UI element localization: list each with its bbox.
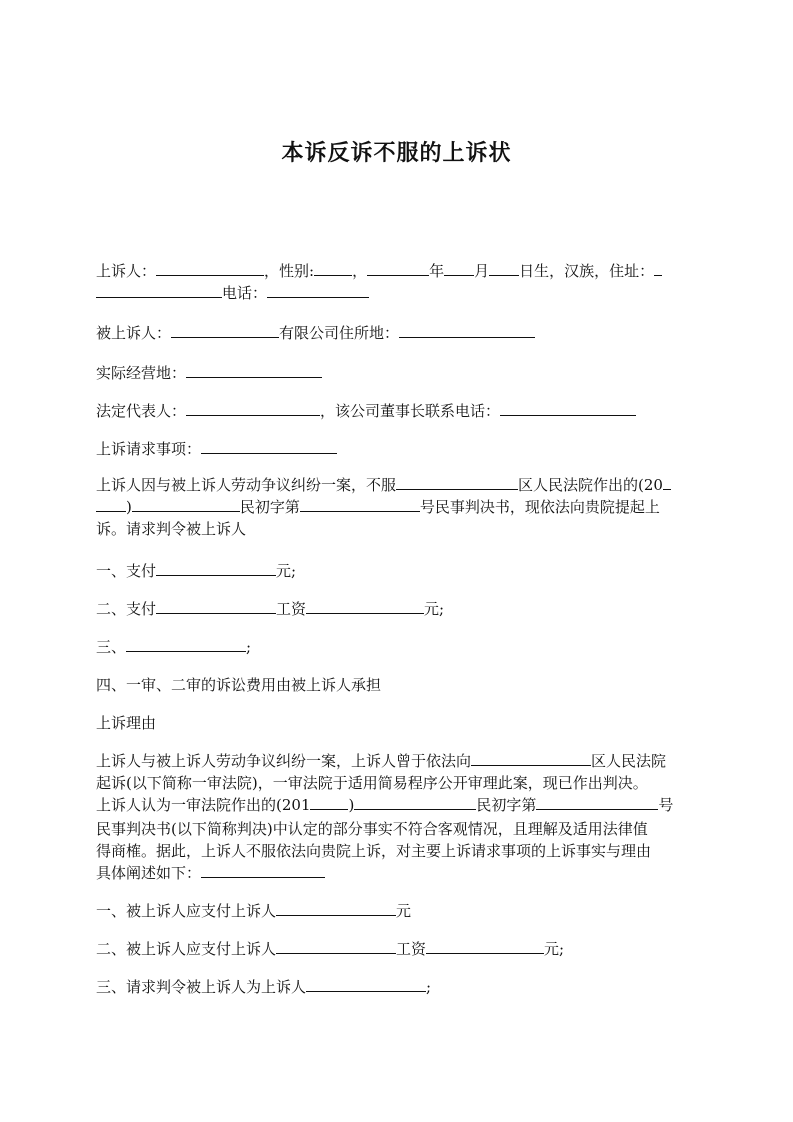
reasons-text: 民初字第 bbox=[476, 796, 537, 814]
fact-text: 一、被上诉人应支付上诉人 bbox=[96, 902, 277, 920]
actual-place-blank[interactable] bbox=[186, 362, 322, 378]
request-3-blank[interactable] bbox=[126, 636, 246, 652]
intro-text: 民初字第 bbox=[239, 498, 300, 516]
reasons-line-3 bbox=[96, 794, 698, 816]
gender-blank[interactable] bbox=[314, 260, 352, 276]
request-3 bbox=[96, 636, 698, 658]
address-blank-start[interactable] bbox=[654, 260, 662, 276]
request-2-blank-a[interactable] bbox=[156, 598, 276, 614]
intro-text: 上诉人因与被上诉人劳动争议纠纷一案，不服 bbox=[96, 476, 397, 494]
year-suffix-blank[interactable] bbox=[663, 474, 671, 490]
fact-text: 元; bbox=[544, 940, 565, 958]
request-2-blank-b[interactable] bbox=[306, 598, 424, 614]
case-prefix-blank[interactable] bbox=[132, 496, 240, 512]
reasons-court-blank[interactable] bbox=[471, 750, 591, 766]
fact-1-blank[interactable] bbox=[276, 900, 396, 916]
year-label: 年 bbox=[429, 262, 445, 280]
birth-year-blank[interactable] bbox=[367, 260, 429, 276]
reasons-heading-text: 上诉理由 bbox=[96, 714, 157, 732]
intro-text: 号民事判决书，现依法向贵院提起上 bbox=[419, 498, 660, 516]
fact-text: 元 bbox=[396, 902, 412, 920]
fact-text: 工资 bbox=[396, 940, 427, 958]
intro-text: 诉。请求判令被上诉人 bbox=[96, 520, 247, 538]
month-label: 月 bbox=[474, 262, 490, 280]
claims-label: 上诉请求事项： bbox=[96, 440, 202, 458]
birth-day-blank[interactable] bbox=[489, 260, 519, 276]
fact-2 bbox=[96, 938, 698, 960]
appellant-line bbox=[96, 260, 698, 282]
appellee-name-blank[interactable] bbox=[171, 322, 279, 338]
reasons-text: ) bbox=[348, 796, 355, 814]
appellant-name-blank[interactable] bbox=[156, 260, 264, 276]
reasons-line-1 bbox=[96, 750, 698, 772]
fact-3 bbox=[96, 976, 698, 998]
request-text: 元; bbox=[424, 600, 445, 618]
company-address-blank[interactable] bbox=[399, 322, 535, 338]
claims-blank[interactable] bbox=[201, 438, 337, 454]
court-blank[interactable] bbox=[396, 474, 518, 490]
reasons-text: 上诉人与被上诉人劳动争议纠纷一案，上诉人曾于依法向 bbox=[96, 752, 472, 770]
reasons-case-prefix-blank[interactable] bbox=[354, 794, 476, 810]
reasons-heading bbox=[96, 712, 698, 734]
reasons-line-5 bbox=[96, 840, 698, 862]
request-text: 三、 bbox=[96, 638, 127, 656]
fact-2-blank-a[interactable] bbox=[276, 938, 396, 954]
request-1 bbox=[96, 560, 698, 582]
intro-text: ) bbox=[126, 498, 132, 516]
chairman-phone-label: ，该公司董事长联系电话： bbox=[320, 402, 501, 420]
reasons-detail-blank[interactable] bbox=[201, 862, 325, 878]
legal-rep-label: 法定代表人： bbox=[96, 402, 187, 420]
phone-label: 电话： bbox=[222, 284, 268, 302]
company-address-label: 有限公司住所地： bbox=[279, 324, 400, 342]
reasons-text: 具体阐述如下： bbox=[96, 864, 202, 882]
request-text: 四、一审、二审的诉讼费用由被上诉人承担 bbox=[96, 676, 382, 694]
reasons-text: 得商榷。据此，上诉人不服依法向贵院上诉，对主要上诉请求事项的上诉事实与理由 bbox=[96, 842, 652, 860]
appellant-label: 上诉人： bbox=[96, 262, 157, 280]
intro-text: 区人民法院作出的(20 bbox=[518, 476, 663, 494]
fact-text: ; bbox=[426, 978, 432, 996]
reasons-line-2 bbox=[96, 772, 698, 794]
request-text: 工资 bbox=[276, 600, 307, 618]
claims-line bbox=[96, 438, 698, 460]
reasons-text: 起诉(以下简称一审法院)，一审法院于适用简易程序公开审理此案，现已作出判决。 bbox=[96, 774, 648, 792]
request-1-blank[interactable] bbox=[156, 560, 276, 576]
reasons-case-number-blank[interactable] bbox=[536, 794, 658, 810]
appellee-label: 被上诉人： bbox=[96, 324, 172, 342]
appellee-line bbox=[96, 322, 698, 344]
reasons-year-blank[interactable] bbox=[310, 794, 348, 810]
reasons-text: 上诉人认为一审法院作出的(201 bbox=[96, 796, 311, 814]
legal-rep-line bbox=[96, 400, 698, 422]
reasons-line-6 bbox=[96, 862, 698, 884]
legal-rep-blank[interactable] bbox=[186, 400, 320, 416]
fact-text: 二、被上诉人应支付上诉人 bbox=[96, 940, 277, 958]
address-blank[interactable] bbox=[96, 282, 222, 298]
separator: ， bbox=[352, 262, 368, 280]
appellant-line-2 bbox=[96, 282, 698, 304]
birth-month-blank[interactable] bbox=[444, 260, 474, 276]
request-text: 二、支付 bbox=[96, 600, 157, 618]
actual-place-label: 实际经营地： bbox=[96, 364, 187, 382]
phone-blank[interactable] bbox=[267, 282, 369, 298]
fact-text: 三、请求判令被上诉人为上诉人 bbox=[96, 978, 307, 996]
request-text: 一、支付 bbox=[96, 562, 157, 580]
reasons-text: 民事判决书(以下简称判决)中认定的部分事实不符合客观情况，且理解及适用法律值 bbox=[96, 820, 648, 838]
year-suffix-blank-cont[interactable] bbox=[96, 496, 126, 512]
reasons-text: 号 bbox=[658, 796, 674, 814]
fact-2-blank-b[interactable] bbox=[426, 938, 544, 954]
intro-line-1 bbox=[96, 474, 698, 496]
reasons-line-4 bbox=[96, 818, 698, 840]
reasons-text: 区人民法院 bbox=[591, 752, 667, 770]
intro-line-2 bbox=[96, 496, 698, 518]
intro-line-3 bbox=[96, 518, 698, 540]
gender-label: ，性别: bbox=[264, 262, 315, 280]
request-text: ; bbox=[246, 638, 252, 656]
chairman-phone-blank[interactable] bbox=[500, 400, 636, 416]
case-number-blank[interactable] bbox=[300, 496, 420, 512]
birth-ethnic-address-label: 日生，汉族，住址： bbox=[519, 262, 655, 280]
document-title: 本诉反诉不服的上诉状 bbox=[281, 141, 512, 166]
fact-3-blank[interactable] bbox=[306, 976, 426, 992]
actual-place-line bbox=[96, 362, 698, 384]
fact-1 bbox=[96, 900, 698, 922]
request-2 bbox=[96, 598, 698, 620]
request-text: 元; bbox=[276, 562, 297, 580]
request-4 bbox=[96, 674, 698, 696]
